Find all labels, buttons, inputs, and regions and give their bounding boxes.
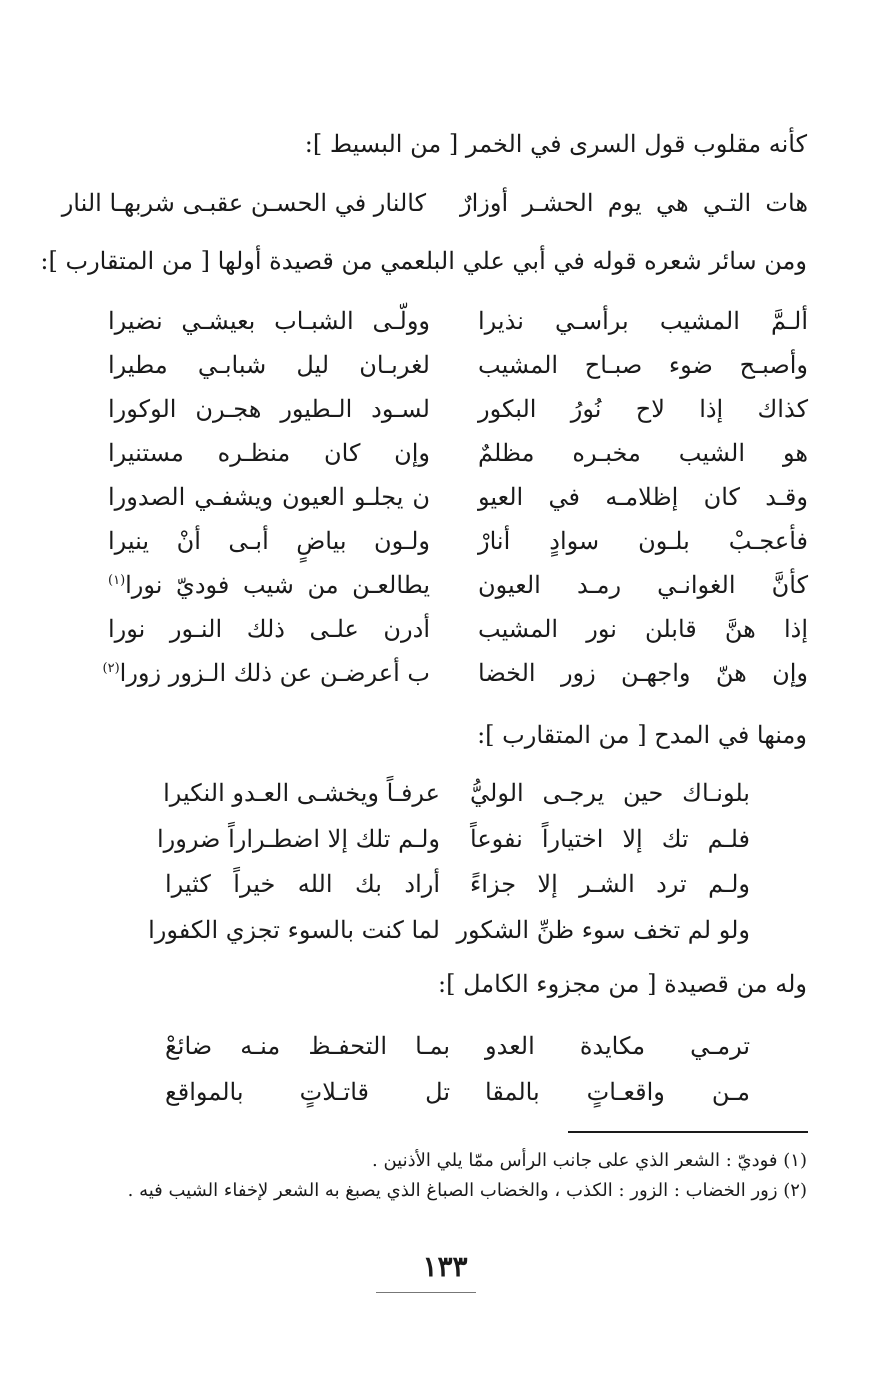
verse-second-hemistich (108, 349, 430, 381)
verse-first-hemistich: هو الشيب مخبـره مظلمٌ (478, 439, 808, 467)
verse-second-text: تل قاتـلاتٍ بالمواقع (165, 1078, 450, 1106)
verse-second-hemistich (165, 1076, 450, 1108)
verse-first-hemistich: ترمـي مكايدة العدو (485, 1032, 750, 1060)
verse-second-text: ن يجلـو العيون ويشفـي الصدورا (108, 483, 430, 511)
verse-first-hemistich: فلـم تك إلا اختياراً نفوعاً (470, 824, 750, 853)
verse-second-hemistich: كالنار في الحسـن عقبـى شربهـا النار (61, 189, 426, 217)
verse-first-hemistich: كأنَّ الغوانـي رمـد العيون (478, 571, 808, 599)
verse-second-text: بمـا التحفـظ منـه ضائعْ (165, 1032, 450, 1060)
footnote-marker: (٢) (102, 661, 120, 676)
verse-second-hemistich (148, 914, 440, 946)
intro-line: كأنه مقلوب قول السرى في الخمر [ من البسيط ]: (304, 130, 807, 158)
section-heading-2: ومنها في المدح [ من المتقارب ]: (477, 721, 807, 749)
verse-first-hemistich: كذاك إذا لاح نُورُ البكور (478, 395, 808, 423)
verse-second-text: ولـم تلك إلا اضطـراراً ضرورا (156, 824, 440, 853)
footnote-separator (568, 1131, 808, 1133)
verse-second-text: عرفـاً ويخشـى العـدو النكيرا (163, 779, 440, 807)
verse-first-hemistich: ولـم ترد الشـر إلا جزاءً (470, 870, 750, 898)
verse-second-text: لسـود الـطيور هجـرن الوكورا (108, 395, 430, 423)
verse-first-hemistich: إذا هنَّ قابلن نور المشيب (478, 615, 808, 643)
verse-second-hemistich (165, 1030, 450, 1062)
verse-first-hemistich: وإن هنّ واجهـن زور الخضا (478, 659, 808, 687)
verse-second-hemistich (108, 613, 430, 645)
verse-second-hemistich (165, 868, 440, 900)
verse-second-hemistich (108, 305, 430, 337)
footnote-marker: (١) (108, 573, 126, 588)
verse-second-text: ب أعرضـن عن ذلك الـزور زورا (119, 659, 430, 687)
verse-second-hemistich (108, 569, 430, 601)
verse-second-text: وإن كان منظـره مستنيرا (108, 439, 430, 467)
verse-second-text: ولـون بياضٍ أبـى أنْ ينيرا (108, 527, 430, 555)
verse-second-hemistich (108, 393, 430, 425)
footnote-1: (١) فوديّ : الشعر الذي على جانب الرأس ممّا يلي الأذنين . (372, 1150, 807, 1171)
verse-second-text: لما كنت بالسوء تجزي الكفورا (148, 915, 440, 944)
verse-first-hemistich: وأصبـح ضوء صبـاح المشيب (478, 351, 808, 379)
footnote-2: (٢) زور الخضاب : الزور : الكذب ، والخضاب الصباغ الذي يصبغ به الشعر لإخفاء الشيب فيه . (127, 1180, 807, 1201)
verse-first-hemistich: هات التـي هي يوم الحشـر أوزارٌ (460, 189, 808, 217)
verse-first-hemistich: مـن واقعـاتٍ بالمقا (485, 1078, 750, 1106)
verse-second-text: يطالعـن من شيب فوديّ نورا (125, 571, 430, 599)
section-heading-3: وله من قصيدة [ من مجزوء الكامل ]: (438, 970, 807, 998)
verse-second-hemistich (102, 657, 430, 689)
verse-second-hemistich (108, 437, 430, 469)
verse-first-hemistich: وقـد كان إظلامـه في العيو (478, 483, 808, 511)
section-heading-1: ومن سائر شعره قوله في أبي علي البلعمي من قصيدة أولها [ من المتقارب ]: (40, 247, 807, 275)
verse-first-hemistich: بلونـاك حين يرجـى الوليُّ (470, 779, 750, 807)
verse-first-hemistich: ولو لم تخف سوء ظنِّ الشكور (456, 915, 750, 944)
verse-second-text: لغربـان ليل شبابـي مطيرا (108, 351, 430, 379)
page-number: ١٣٣ (422, 1250, 468, 1283)
verse-second-text: أدرن علـى ذلك النـور نورا (108, 615, 430, 643)
verse-second-text: أراد بك الله خيراً كثيرا (165, 870, 440, 898)
verse-second-hemistich (165, 777, 440, 809)
verse-first-hemistich: فأعجـبْ بلـون سوادٍ أنارْ (478, 527, 808, 555)
page-number-rule (376, 1292, 476, 1293)
verse-second-text: وولّـى الشبـاب بعيشـي نضيرا (108, 307, 430, 335)
verse-second-hemistich (156, 823, 440, 855)
verse-second-hemistich (108, 525, 430, 557)
verse-first-hemistich: ألـمَّ المشيب برأسـي نذيرا (478, 307, 808, 335)
verse-second-hemistich (108, 481, 430, 513)
